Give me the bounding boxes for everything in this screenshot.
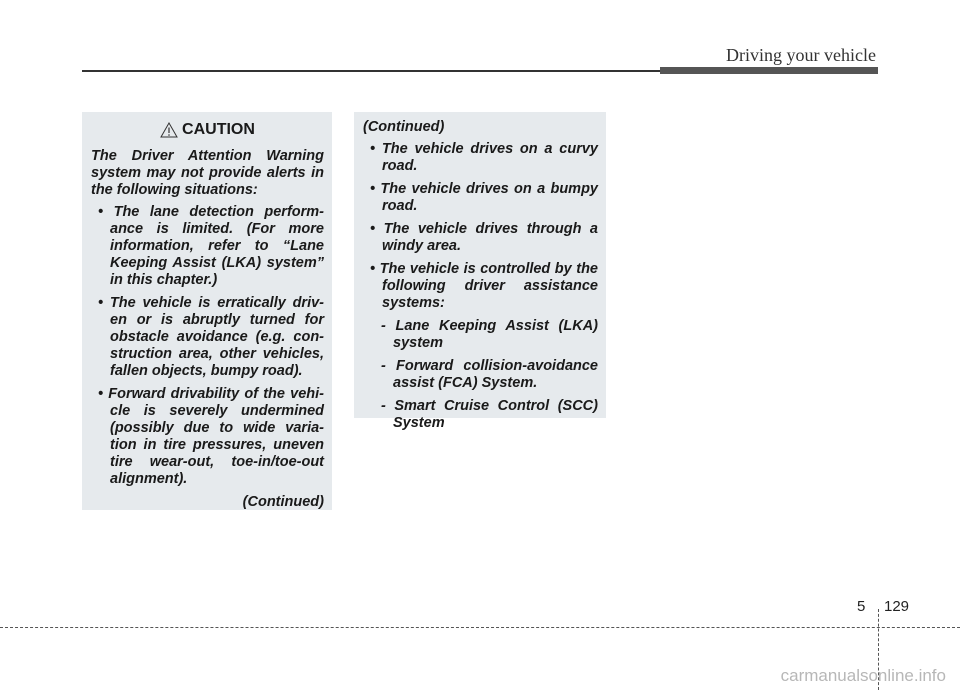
continued-note: (Continued)	[242, 494, 324, 510]
caution-intro: The Driver Attention Warning system may not provide alerts in the following situations:	[91, 148, 324, 198]
page-number: 129	[884, 598, 910, 615]
header-accent-bar	[660, 67, 878, 74]
header-rule	[82, 70, 660, 72]
caution-bullet-bumpy-road: • The vehicle drives on a bumpy road.	[370, 181, 598, 214]
caution-heading	[91, 120, 324, 140]
caution-label: CAUTION	[182, 121, 255, 138]
caution-continued-panel	[354, 112, 606, 431]
caution-bullet-windy-area: • The vehicle drives through a windy area.	[370, 221, 598, 254]
footer-dashed-rule	[0, 627, 960, 628]
section-number: 5	[857, 598, 866, 615]
sub-item-fca: - Forward collision-avoidance assist (FCA) System.	[381, 358, 598, 391]
caution-bullet-forward-drivability: • Forward drivability of the vehi-cle is severely undermined (possibly due to wide varia-tion in tire pressures, uneven tire wear-out, toe-in/toe-out alignment).	[98, 386, 324, 487]
caution-panel	[82, 112, 332, 510]
caution-bullet-erratic-driving: • The vehicle is erratically driv-en or is abruptly turned for obstacle avoidance (e.g. con-struction area, other vehicles, fallen objects, bumpy road).	[98, 295, 324, 379]
sub-item-scc: - Smart Cruise Control (SCC) System	[381, 398, 598, 431]
sub-item-lka: - Lane Keeping Assist (LKA) system	[381, 318, 598, 351]
caution-bullet-lane-detection: • The lane detection perform-ance is limited. (For more information, refer to “Lane Keeping Assist (LKA) system” in this chapter.)	[98, 204, 324, 288]
caution-bullet-curvy-road: • The vehicle drives on a curvy road.	[370, 141, 598, 174]
chapter-title: Driving your vehicle	[726, 45, 876, 65]
watermark-text: carmanualsonline.info	[780, 666, 946, 685]
continued-heading: (Continued)	[363, 119, 445, 135]
warning-triangle-icon	[160, 122, 178, 138]
caution-bullet-driver-assistance: • The vehicle is controlled by the following driver assistance systems:	[370, 261, 598, 311]
